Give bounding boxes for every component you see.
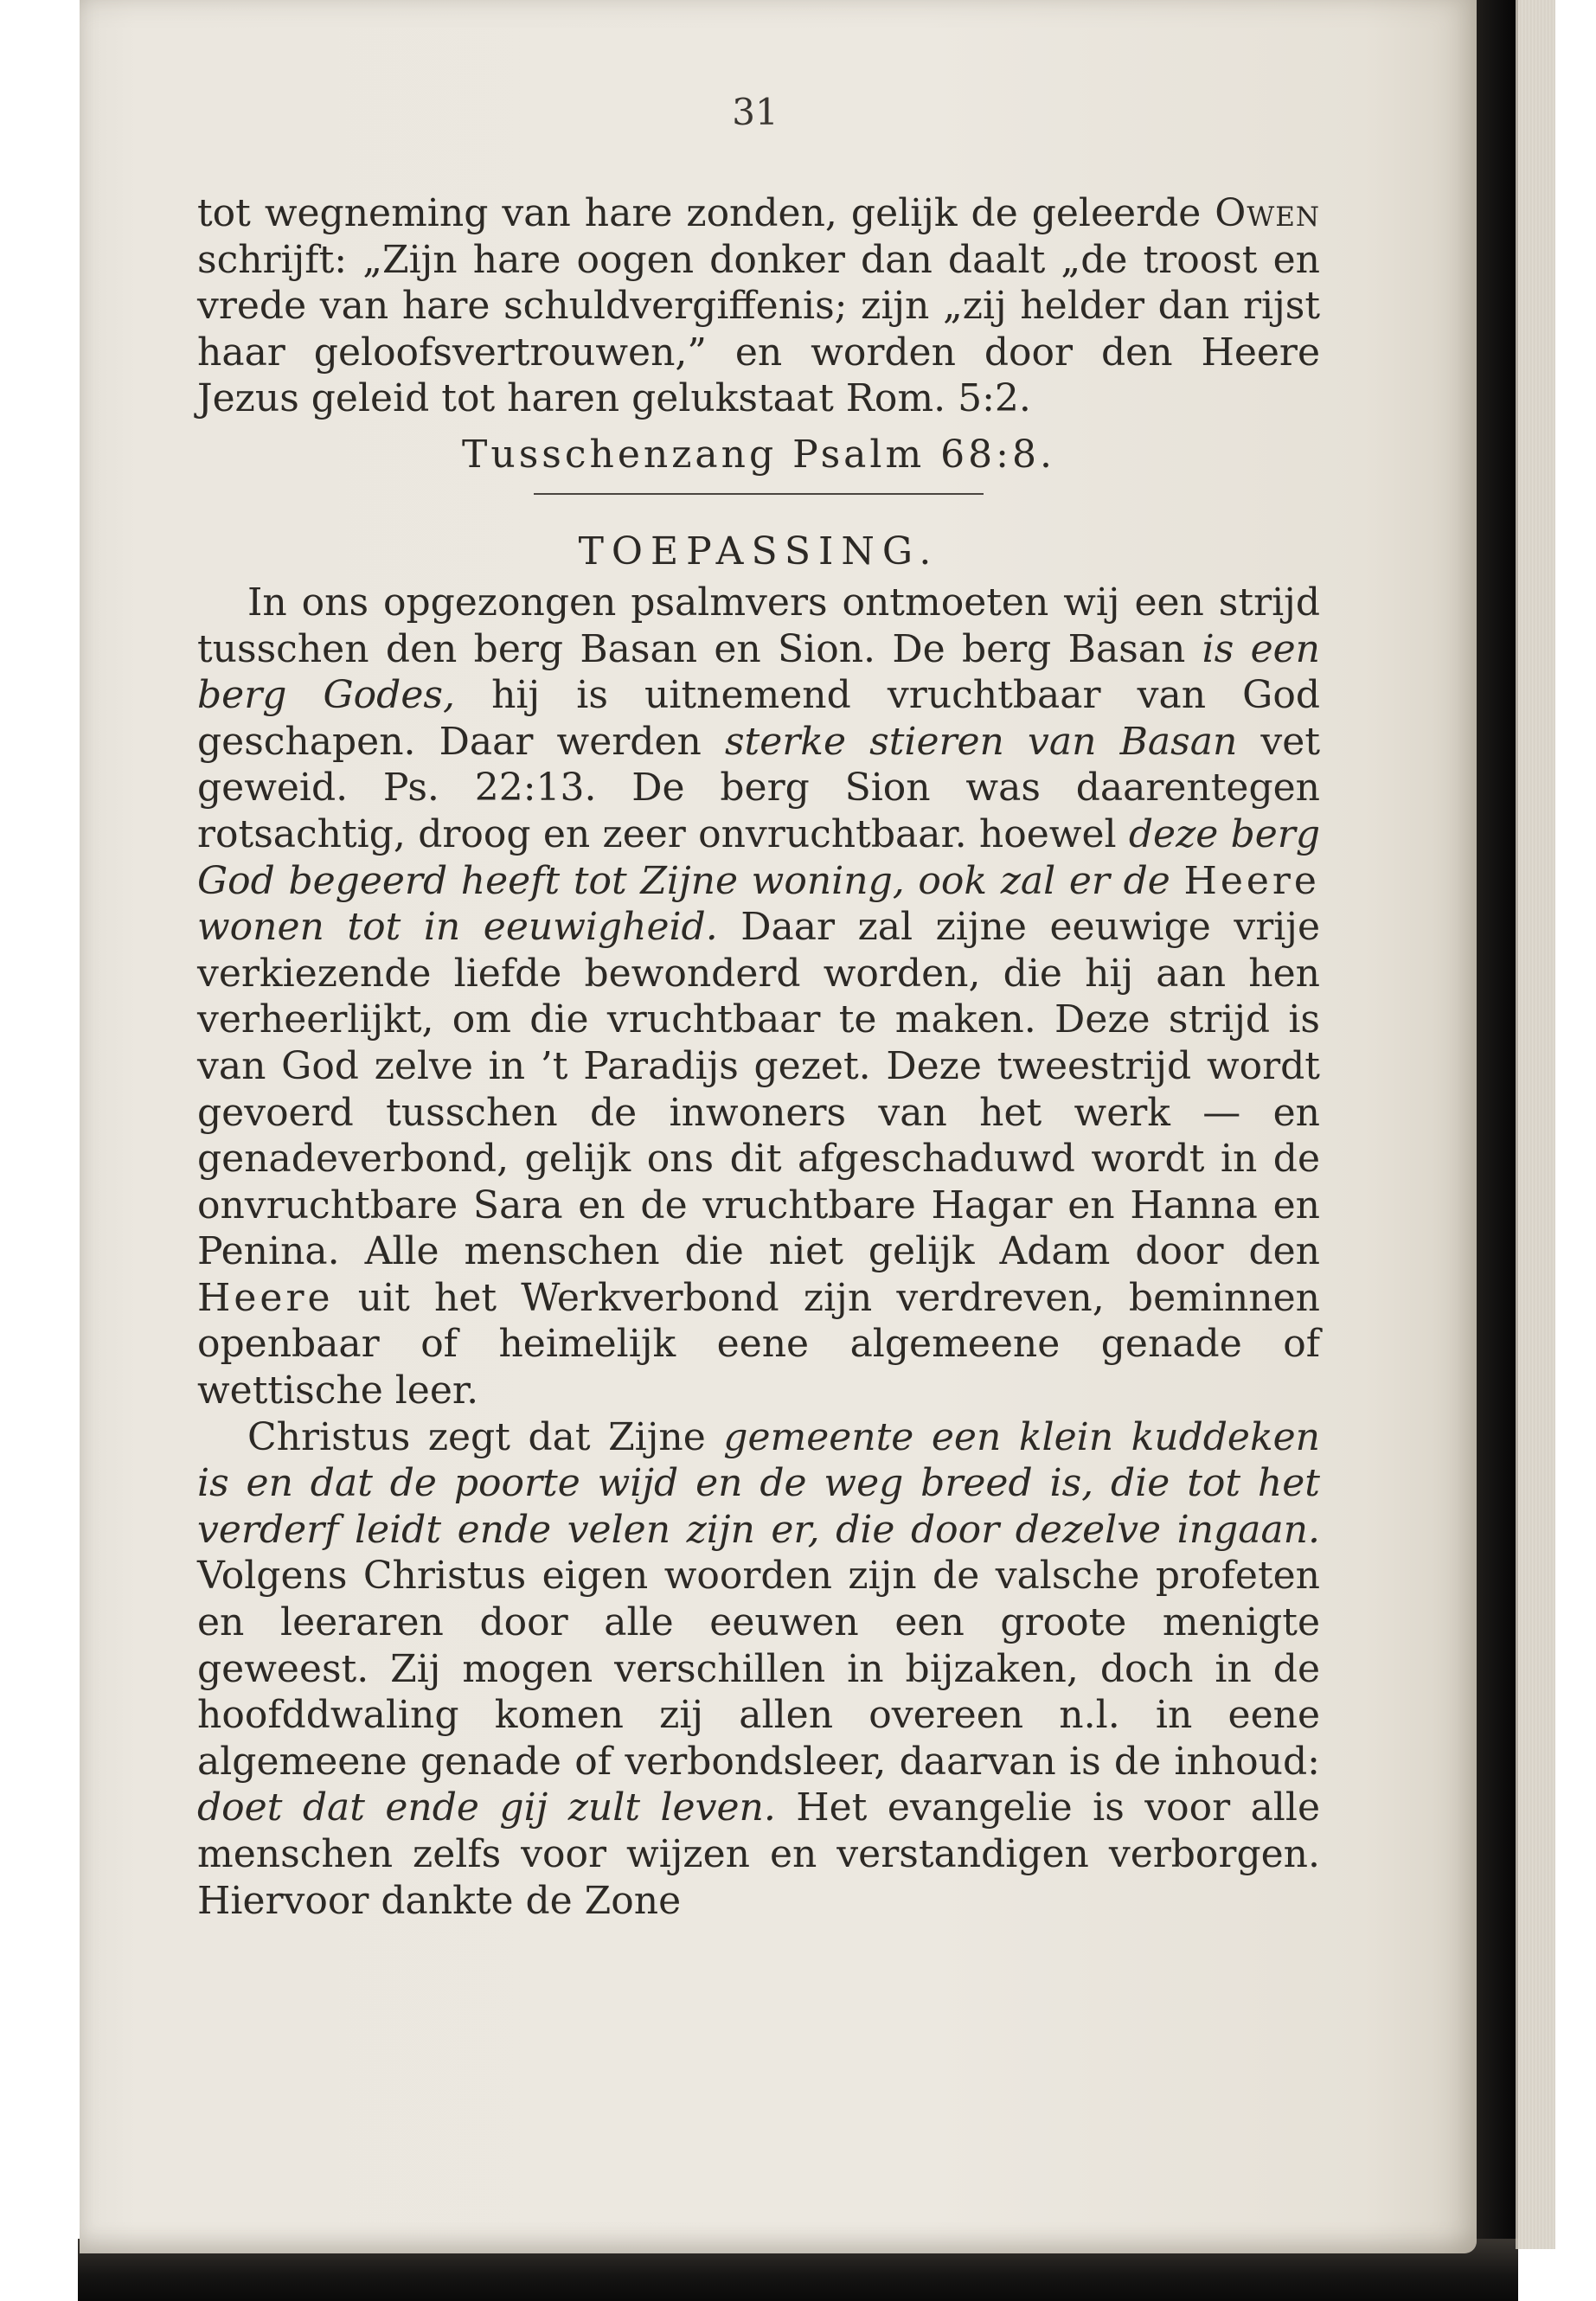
interlude-text: Tusschenzang Psalm 68:8.	[462, 432, 1055, 477]
spaced-word-heere: Heere	[197, 1275, 334, 1320]
italic-run: is een berg Godes,	[197, 626, 1320, 718]
page-number: 31	[732, 91, 779, 133]
text-run: Het evangelie is voor alle menschen zelfs voor wijzen en verstandigen verborgen. Hiervoor dankte de Zone	[197, 1785, 1320, 1923]
italic-run: doet dat ende gij zult leven.	[197, 1785, 776, 1830]
text-run: uit het Werkverbond zijn verdreven, beminnen openbaar of heimelijk eene algemeene genade of wettische leer.	[197, 1275, 1320, 1413]
author-name-owen: Owen	[1215, 191, 1320, 235]
section-divider	[534, 493, 984, 495]
text-run: In ons opgezongen psalmvers ontmoeten wij een strijd tusschen den berg Basan en Sion. De berg Basan	[197, 580, 1320, 671]
text-run: tot wegneming van hare zonden, gelijk de geleerde	[197, 191, 1215, 235]
spaced-word-heere: Heere	[1183, 858, 1320, 903]
paper-page	[80, 0, 1477, 2253]
text-run: vet geweid. Ps. 22:13. De berg Sion was daarentegen rotsachtig, droog en zeer onvruchtbaar. hoewel	[197, 719, 1320, 856]
italic-run: sterke stieren van Basan	[724, 719, 1238, 764]
italic-run: gemeente een klein kuddeken is en dat de poorte wijd en de weg breed is, die tot het verderf leidt ende velen zijn er, die door dezelve ingaan.	[197, 1414, 1320, 1552]
section-heading	[197, 528, 1320, 576]
paragraph-christus	[197, 1414, 1320, 1925]
paragraph-owen-quote	[197, 190, 1320, 422]
heading-text: TOEPASSING.	[578, 529, 939, 574]
body-text	[197, 190, 1320, 1924]
italic-run: wonen tot in eeuwigheid.	[197, 905, 718, 950]
paragraph-basan-sion	[197, 580, 1320, 1414]
text-run: schrijft: „Zijn hare oogen donker dan daalt „de troost en vrede van hare schuldvergiffenis; zijn „zij helder dan rijst haar geloofsvertrouwen,” en worden door den Heere Jezus geleid tot haren gelukstaat Rom. 5:2.	[197, 237, 1320, 421]
text-run: hij is uitnemend vruchtbaar van God geschapen. Daar werden	[197, 673, 1320, 764]
text-run: Volgens Christus eigen woorden zijn de valsche profeten en leeraren door alle eeuwen een groote menigte geweest. Zij mogen verschillen in bijzaken, doch in de hoofddwaling komen zij allen overeen n.l. in eene algemeene genade of verbondsleer, daarvan is de inhoud:	[197, 1554, 1320, 1784]
page-fore-edge	[1516, 0, 1555, 2249]
text-run: Daar zal zijne eeuwige vrije verkiezende liefde bewonderd worden, die hij aan hen verheerlijkt, om die vruchtbaar te maken. Deze strijd is van God zelve in ’t Paradijs gezet. Deze tweestrijd wordt gevoerd tusschen de inwoners van het werk — en genadeverbond, gelijk ons dit afgeschaduwd wordt in de onvruchtbare Sara en de vruchtbare Hagar en Hanna en Penina. Alle menschen die niet gelijk Adam door den	[197, 905, 1320, 1274]
text-run: Christus zegt dat Zijne	[247, 1414, 724, 1459]
italic-run: deze berg God begeerd heeft tot Zijne woning, ook zal er de	[197, 811, 1320, 903]
interlude-psalm	[197, 431, 1320, 479]
